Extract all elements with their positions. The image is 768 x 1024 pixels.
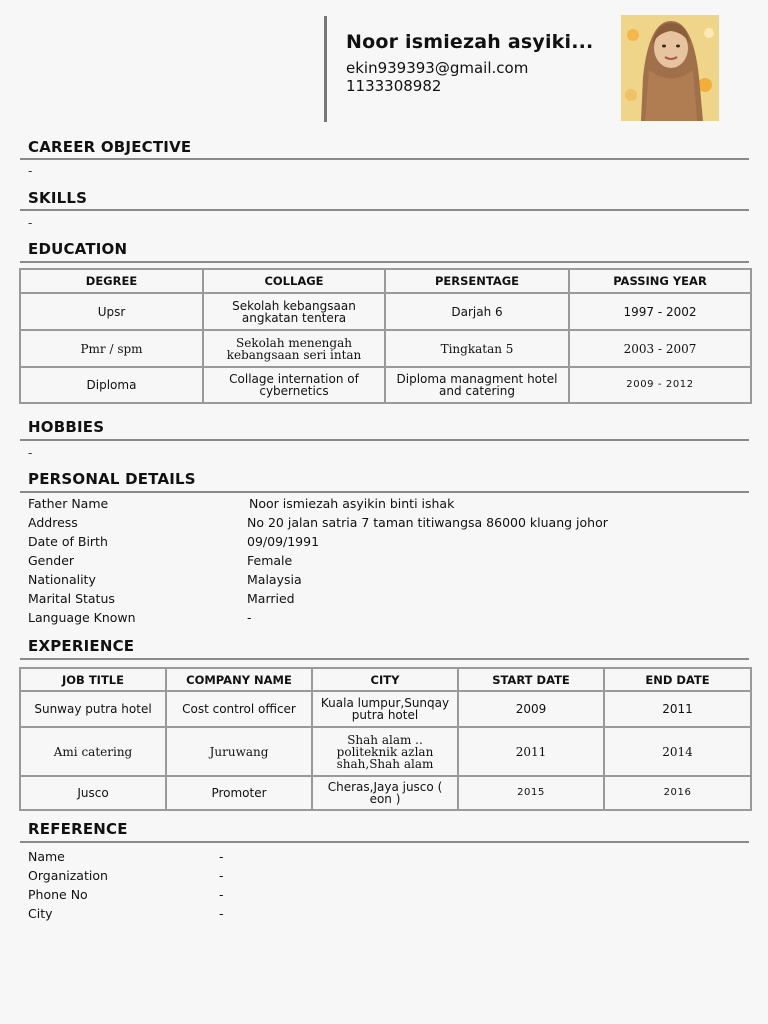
- personal-details-rule: [20, 491, 749, 493]
- experience-start-date: 2015: [458, 776, 604, 810]
- experience-company: Juruwang: [166, 727, 312, 776]
- experience-header-company: COMPANY NAME: [166, 668, 312, 691]
- table-row: [20, 727, 751, 776]
- hobbies-title: HOBBIES: [28, 418, 105, 436]
- personal-value: Female: [247, 553, 293, 568]
- experience-header-end-date: END DATE: [604, 668, 751, 691]
- candidate-email: ekin939393@gmail.com: [346, 59, 529, 77]
- experience-rule: [20, 658, 749, 660]
- personal-label: Language Known: [28, 610, 136, 625]
- skills-title: SKILLS: [28, 189, 88, 207]
- personal-label: Date of Birth: [28, 534, 108, 549]
- hobbies-text: -: [28, 446, 33, 460]
- education-college: Sekolah menengah kebangsaan seri intan: [203, 330, 385, 367]
- experience-job-title: Jusco: [20, 776, 166, 810]
- personal-row-address: [28, 515, 608, 530]
- career-objective-text: -: [28, 164, 33, 178]
- reference-label: Organization: [28, 868, 108, 883]
- reference-rule: [20, 841, 749, 843]
- education-degree: Upsr: [20, 293, 203, 330]
- table-row: [20, 293, 751, 330]
- experience-job-title: Sunway putra hotel: [20, 691, 166, 727]
- education-degree: Pmr / spm: [20, 330, 203, 367]
- reference-title: REFERENCE: [28, 820, 128, 838]
- reference-row-city: [28, 906, 224, 921]
- reference-value: -: [219, 906, 224, 921]
- table-row: [20, 691, 751, 727]
- education-college: Sekolah kebangsaan angkatan tentera: [203, 293, 385, 330]
- experience-end-date: 2016: [604, 776, 751, 810]
- resume-header: [0, 0, 768, 130]
- career-objective-title: CAREER OBJECTIVE: [28, 138, 192, 156]
- reference-label: City: [28, 906, 53, 921]
- personal-value: Married: [247, 591, 295, 606]
- reference-label: Phone No: [28, 887, 88, 902]
- education-degree: Diploma: [20, 367, 203, 403]
- experience-start-date: 2009: [458, 691, 604, 727]
- education-header-year: PASSING YEAR: [569, 269, 751, 293]
- table-row: [20, 330, 751, 367]
- candidate-name: Noor ismiezah asyiki...: [346, 31, 594, 53]
- education-year: 2009 - 2012: [569, 367, 751, 403]
- personal-row-marital-status: [28, 591, 295, 606]
- personal-label: Gender: [28, 553, 75, 568]
- experience-company: Promoter: [166, 776, 312, 810]
- personal-value: 09/09/1991: [247, 534, 320, 549]
- candidate-phone: 1133308982: [346, 77, 442, 95]
- experience-header-job-title: JOB TITLE: [20, 668, 166, 691]
- personal-label: Marital Status: [28, 591, 115, 606]
- experience-table: [19, 667, 752, 811]
- experience-header-start-date: START DATE: [458, 668, 604, 691]
- education-year: 1997 - 2002: [569, 293, 751, 330]
- education-year: 2003 - 2007: [569, 330, 751, 367]
- personal-row-dob: [28, 534, 320, 549]
- education-table: [19, 268, 752, 404]
- education-header-college: COLLAGE: [203, 269, 385, 293]
- profile-photo: [621, 15, 719, 121]
- education-header-percentage: PERSENTAGE: [385, 269, 569, 293]
- reference-row-name: [28, 849, 224, 864]
- experience-company: Cost control officer: [166, 691, 312, 727]
- personal-row-father-name: [28, 496, 455, 511]
- personal-label: Address: [28, 515, 78, 530]
- reference-row-phone: [28, 887, 224, 902]
- career-objective-rule: [20, 158, 749, 160]
- personal-row-gender: [28, 553, 293, 568]
- reference-value: -: [219, 868, 224, 883]
- experience-start-date: 2011: [458, 727, 604, 776]
- reference-row-organization: [28, 868, 224, 883]
- experience-city: Kuala lumpur,Sunqay putra hotel: [312, 691, 458, 727]
- table-row: [20, 367, 751, 403]
- skills-rule: [20, 209, 749, 211]
- personal-value: No 20 jalan satria 7 taman titiwangsa 86000 kluang johor: [247, 515, 608, 530]
- education-college: Collage internation of cybernetics: [203, 367, 385, 403]
- education-header-row: [20, 269, 751, 293]
- personal-value: Malaysia: [247, 572, 302, 587]
- experience-city: Cheras,Jaya jusco ( eon ): [312, 776, 458, 810]
- experience-header-row: [20, 668, 751, 691]
- reference-value: -: [219, 887, 224, 902]
- experience-end-date: 2014: [604, 727, 751, 776]
- personal-row-nationality: [28, 572, 302, 587]
- personal-label: Nationality: [28, 572, 96, 587]
- skills-text: -: [28, 216, 33, 230]
- experience-job-title: Ami catering: [20, 727, 166, 776]
- personal-label: Father Name: [28, 496, 109, 511]
- table-row: [20, 776, 751, 810]
- education-header-degree: DEGREE: [20, 269, 203, 293]
- reference-label: Name: [28, 849, 65, 864]
- personal-details-title: PERSONAL DETAILS: [28, 470, 196, 488]
- hobbies-rule: [20, 439, 749, 441]
- experience-header-city: CITY: [312, 668, 458, 691]
- education-title: EDUCATION: [28, 240, 128, 258]
- personal-value: -: [247, 610, 252, 625]
- education-rule: [20, 261, 749, 263]
- personal-row-language: [28, 610, 252, 625]
- personal-value: Noor ismiezah asyikin binti ishak: [249, 496, 455, 511]
- experience-title: EXPERIENCE: [28, 637, 135, 655]
- education-percentage: Darjah 6: [385, 293, 569, 330]
- reference-value: -: [219, 849, 224, 864]
- education-percentage: Tingkatan 5: [385, 330, 569, 367]
- header-divider: [324, 16, 327, 122]
- experience-end-date: 2011: [604, 691, 751, 727]
- education-percentage: Diploma managment hotel and catering: [385, 367, 569, 403]
- experience-city: Shah alam .. politeknik azlan shah,Shah alam: [312, 727, 458, 776]
